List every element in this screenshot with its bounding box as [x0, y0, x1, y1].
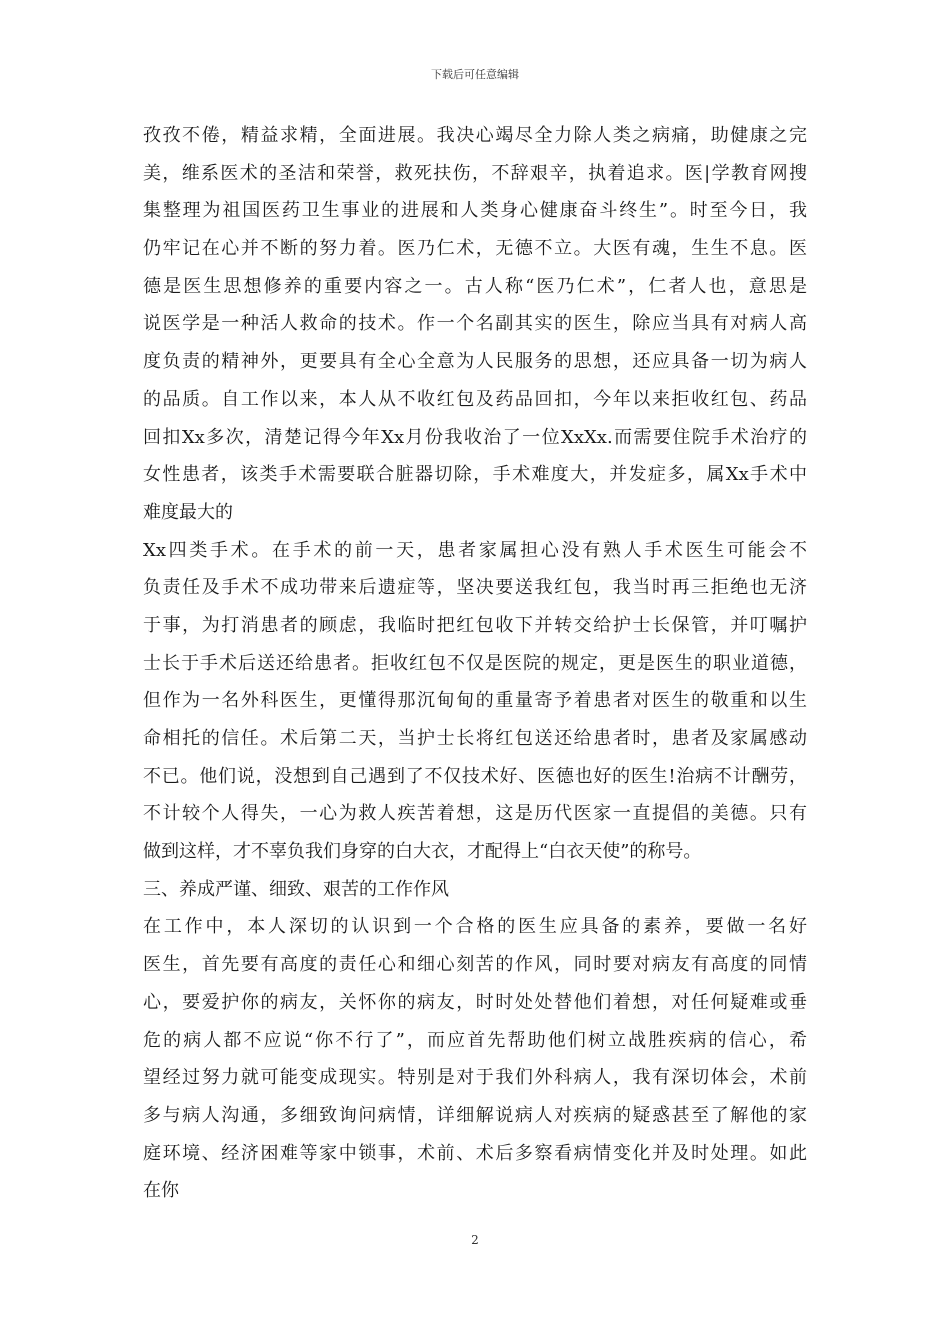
text-line: 孜孜不倦，精益求精，全面进展。我决心竭尽全力除人类之病痛，助健康之完	[143, 125, 807, 146]
text-line: 集整理为祖国医药卫生事业的进展和人类身心健康奋斗终生”。时至今日，我	[143, 200, 807, 222]
text-line: 于事，为打消患者的顾虑，我临时把红包收下并转交给护士长保管，并叮嘱护	[143, 614, 807, 636]
text-line: 难度最大的	[143, 501, 233, 523]
text-line: 在工作中，本人深切的认识到一个合格的医生应具备的素养，要做一名好	[143, 916, 807, 938]
text-line: Xx四类手术。在手术的前一天，患者家属担心没有熟人手术医生可能会不	[143, 539, 807, 561]
text-line: 负责任及手术不成功带来后遗症等，坚决要送我红包，我当时再三拒绝也无济	[143, 577, 807, 599]
text-line: 但作为一名外科医生，更懂得那沉甸甸的重量寄予着患者对医生的敬重和以生	[143, 690, 807, 712]
text-line: 美，维系医术的圣洁和荣誉，救死扶伤，不辞艰辛，执着追求。医|学教育网搜	[143, 162, 807, 184]
text-line: 医生，首先要有高度的责任心和细心刻苦的作风，同时要对病友有高度的同情	[143, 954, 807, 976]
text-line: 多与病人沟通，多细致询问病情，详细解说病人对疾病的疑惑甚至了解他的家	[143, 1104, 807, 1126]
text-line: 庭环境、经济困难等家中锁事，术前、术后多察看病情变化并及时处理。如此	[143, 1142, 807, 1164]
text-line: 做到这样，才不辜负我们身穿的白大衣，才配得上“白衣天使”的称号。	[143, 841, 702, 863]
page-header: 下载后可任意编辑	[431, 68, 519, 81]
text-line: 心，要爱护你的病友，关怀你的病友，时时处处替他们着想，对任何疑难或垂	[143, 991, 807, 1013]
text-line: 女性患者，该类手术需要联合脏器切除，手术难度大，并发症多，属Xx手术中	[143, 464, 807, 486]
text-line: 仍牢记在心并不断的努力着。医乃仁术，无德不立。大医有魂，生生不息。医	[143, 238, 807, 260]
text-line: 望经过努力就可能变成现实。特别是对于我们外科病人，我有深切体会，术前	[143, 1067, 807, 1089]
text-line: 德是医生思想修养的重要内容之一。古人称“医乃仁术”，仁者人也，意思是	[143, 275, 807, 297]
text-line: 三、养成严谨、细致、艰苦的工作作风	[143, 878, 449, 900]
text-line: 士长于手术后送还给患者。拒收红包不仅是医院的规定，更是医生的职业道德，	[143, 652, 807, 674]
text-line: 说医学是一种活人救命的技术。作一个名副其实的医生，除应当具有对病人高	[143, 313, 807, 335]
text-line: 在你	[143, 1180, 179, 1202]
text-line: 回扣Xx多次，清楚记得今年Xx月份我收治了一位XxXx.而需要住院手术治疗的	[143, 426, 807, 448]
page-number: 2	[471, 1233, 479, 1247]
text-line: 不计较个人得失，一心为救人疾苦着想，这是历代医家一直提倡的美德。只有	[143, 803, 807, 825]
text-line: 危的病人都不应说“你不行了”，而应首先帮助他们树立战胜疾病的信心，希	[143, 1029, 807, 1051]
text-line: 不已。他们说，没想到自己遇到了不仅技术好、医德也好的医生!治病不计酬劳，	[143, 765, 807, 787]
document-body	[143, 117, 807, 1210]
text-line: 命相托的信任。术后第二天，当护士长将红包送还给患者时，患者及家属感动	[143, 728, 807, 749]
text-line: 度负责的精神外，更要具有全心全意为人民服务的思想，还应具备一切为病人	[143, 351, 807, 373]
text-line: 的品质。自工作以来，本人从不收红包及药品回扣，今年以来拒收红包、药品	[143, 388, 807, 410]
